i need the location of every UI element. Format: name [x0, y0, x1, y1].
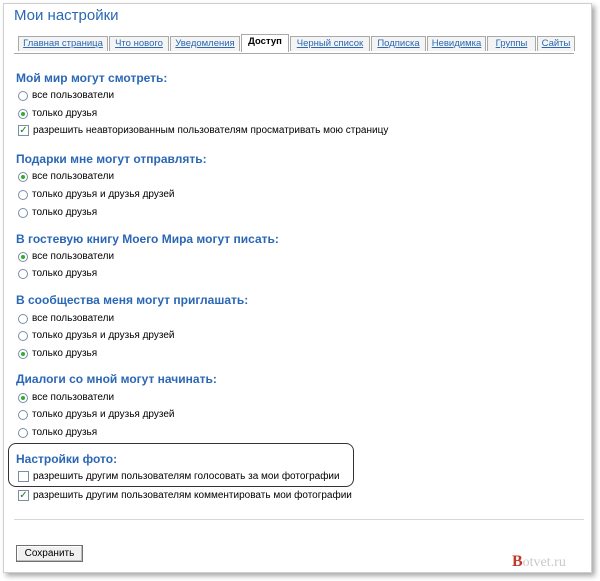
radio-dialogs-all[interactable] [18, 390, 114, 405]
radio-label: все пользователи [32, 313, 115, 324]
radio-dialogs-friends[interactable] [18, 425, 97, 440]
tab-bar [14, 36, 574, 54]
watermark-logo [512, 553, 566, 571]
checkbox-photo-comment[interactable] [18, 488, 352, 503]
tab-blacklist[interactable]: Черный список [290, 36, 370, 51]
tab-whats-new[interactable]: Что нового [109, 36, 169, 51]
tab-subscription[interactable]: Подписка [371, 36, 426, 51]
section-title-dialogs: Диалоги со мной могут начинать: [16, 372, 217, 386]
section-title-photo: Настройки фото: [16, 452, 118, 466]
checkbox[interactable]: ✓ [19, 125, 28, 136]
radio-guestbook-friends[interactable] [18, 266, 97, 281]
radio-communities-all[interactable] [18, 311, 114, 326]
radio-label: только друзья [32, 348, 98, 359]
divider [14, 519, 584, 520]
section-title-communities: В сообщества меня могут приглашать: [16, 293, 249, 307]
checkbox-label: разрешить другим пользователям голосовать за мои фотографии [33, 471, 340, 482]
radio-communities-friends[interactable] [18, 346, 97, 361]
radio-gifts-friends[interactable] [18, 205, 97, 220]
tab-groups[interactable]: Группы [487, 36, 536, 51]
radio-dialogs-friends-of-friends[interactable] [18, 407, 175, 422]
checkbox-label: разрешить неавторизованным пользователям просматривать мою страницу [33, 125, 389, 136]
tab-notifications[interactable]: Уведомления [170, 36, 240, 51]
radio-world-all[interactable] [18, 88, 114, 103]
radio-button[interactable] [18, 190, 28, 200]
radio-communities-friends-of-friends[interactable] [18, 328, 175, 343]
radio-gifts-all[interactable] [18, 169, 114, 184]
radio-label: только друзья и друзья друзей [32, 189, 175, 200]
radio-label: только друзья [32, 427, 98, 438]
radio-button[interactable] [18, 252, 28, 262]
tab-sites[interactable]: Сайты [537, 36, 575, 51]
radio-button[interactable] [18, 428, 28, 438]
page-title: Мои настройки [14, 7, 119, 24]
radio-world-friends[interactable] [18, 106, 97, 121]
radio-button[interactable] [18, 331, 28, 341]
checkbox[interactable] [18, 471, 29, 482]
radio-label: все пользователи [32, 392, 115, 403]
section-title-world: Мой мир могут смотреть: [16, 71, 168, 85]
section-title-guestbook: В гостевую книгу Моего Мира могут писать: [16, 232, 279, 246]
tab-access[interactable]: Доступ [241, 34, 289, 52]
checkbox[interactable]: ✓ [19, 490, 28, 501]
checkbox-label: разрешить другим пользователям комментировать мои фотографии [33, 490, 352, 501]
watermark-text: otvet.ru [522, 555, 566, 570]
radio-label: только друзья [32, 268, 98, 279]
radio-button[interactable] [18, 410, 28, 420]
radio-label: все пользователи [32, 251, 115, 262]
radio-button[interactable] [18, 208, 28, 218]
tab-main[interactable]: Главная страница [18, 36, 108, 51]
radio-label: все пользователи [32, 90, 115, 101]
radio-gifts-friends-of-friends[interactable] [18, 187, 175, 202]
save-button[interactable]: Сохранить [16, 545, 83, 562]
tab-invisible[interactable]: Невидимка [427, 36, 486, 51]
radio-label: только друзья [32, 108, 98, 119]
radio-button[interactable] [18, 314, 28, 324]
section-title-gifts: Подарки мне могут отправлять: [16, 152, 207, 166]
radio-button[interactable] [18, 172, 28, 182]
radio-button[interactable] [18, 349, 28, 359]
radio-button[interactable] [18, 91, 28, 101]
radio-label: только друзья и друзья друзей [32, 409, 175, 420]
checkbox-allow-unauthorized[interactable] [18, 123, 388, 138]
watermark-letter: B [512, 553, 523, 570]
radio-label: только друзья и друзья друзей [32, 330, 175, 341]
radio-button[interactable] [18, 393, 28, 403]
radio-guestbook-all[interactable] [18, 249, 114, 264]
checkbox-photo-vote[interactable] [18, 469, 340, 484]
radio-button[interactable] [18, 269, 28, 279]
radio-label: все пользователи [32, 171, 115, 182]
radio-button[interactable] [18, 109, 28, 119]
radio-label: только друзья [32, 207, 98, 218]
